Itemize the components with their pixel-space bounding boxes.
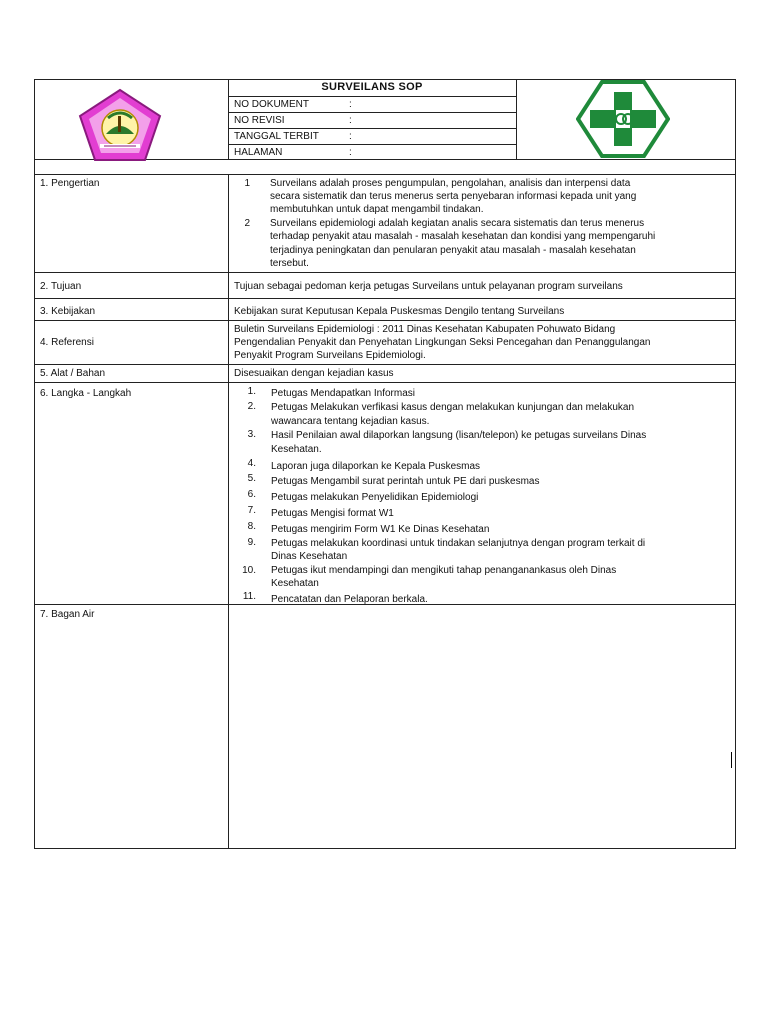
item-number: 11. (242, 591, 256, 602)
bagan-empty-area (229, 605, 735, 848)
field-separator: : (349, 115, 352, 126)
item-line: Petugas melakukan Penyelidikan Epidemiologi (271, 492, 479, 503)
item-line: Petugas mengirim Form W1 Ke Dinas Kesehatan (271, 524, 490, 535)
section-label-kebijakan: 3. Kebijakan (40, 306, 96, 317)
item-number: 3. (247, 429, 256, 440)
item-number: 8. (247, 521, 256, 532)
item-line: membutuhkan untuk dapat mengambil tindakan. (270, 204, 484, 215)
section-label-pengertian: 1. Pengertian (40, 178, 100, 189)
item-line: terhadap penyakit atau masalah - masalah kesehatan dan kondisi yang mempengaruhi (270, 231, 656, 242)
section-label-referensi: 4. Referensi (40, 337, 94, 348)
regency-emblem-icon (78, 88, 162, 162)
item-line: Kesehatan (271, 578, 319, 589)
item-line: Surveilans epidemiologi adalah kegiatan analis secara sistematis dan terus menerus (270, 218, 645, 229)
field-label: NO REVISI (234, 115, 285, 126)
referensi-line: Penyakit Program Surveilans Epidemiologi. (234, 350, 426, 361)
item-number: 6. (247, 489, 256, 500)
alat-text: Disesuaikan dengan kejadian kasus (234, 368, 394, 379)
field-separator: : (349, 99, 352, 110)
item-line: Surveilans adalah proses pengumpulan, pengolahan, analisis dan interpensi data (270, 178, 631, 189)
item-number: 5. (247, 473, 256, 484)
item-number: 10. (242, 565, 256, 576)
referensi-line: Buletin Surveilans Epidemiologi : 2011 Dinas Kesehatan Kabupaten Pohuwato Bidang (234, 324, 616, 335)
item-line: Petugas melakukan koordinasi untuk tindakan selanjutnya dengan program terkait di (271, 538, 646, 549)
item-number: 1 (244, 178, 250, 189)
section-label-alat: 5. Alat / Bahan (40, 368, 106, 379)
item-line: tersebut. (270, 258, 309, 269)
item-line: terjadinya peningkatan dan penularan penyakit atau masalah - masalah kesehatan (270, 245, 636, 256)
item-line: Kesehatan. (271, 444, 322, 455)
tujuan-text: Tujuan sebagai pedoman kerja petugas Surveilans untuk pelayanan program surveilans (234, 281, 623, 292)
field-label: NO DOKUMENT (234, 99, 309, 110)
field-label: TANGGAL TERBIT (234, 131, 319, 142)
sop-title: SURVEILANS SOP (321, 81, 423, 93)
text-cursor (731, 752, 732, 768)
item-line: secara sistematik dan terus menerus serta penyebaran informasi kepada unit yang (270, 191, 637, 202)
item-line: wawancara tentang kejadian kasus. (271, 416, 430, 427)
item-line: Petugas Mengisi format W1 (271, 508, 394, 519)
item-line: Laporan juga dilaporkan ke Kepala Puskesmas (271, 461, 481, 472)
health-cross-icon (576, 80, 670, 158)
item-line: Dinas Kesehatan (271, 551, 348, 562)
item-number: 7. (247, 505, 256, 516)
item-line: Petugas ikut mendampingi dan mengikuti tahap penanganankasus oleh Dinas (271, 565, 617, 576)
item-number: 2. (247, 401, 256, 412)
item-line: Hasil Penilaian awal dilaporkan langsung (lisan/telepon) ke petugas surveilans Dinas (271, 430, 647, 441)
item-line: Petugas Melakukan verfikasi kasus dengan melakukan kunjungan dan melakukan (271, 402, 635, 413)
item-number: 1. (247, 386, 256, 397)
item-number: 9. (247, 537, 256, 548)
kebijakan-text: Kebijakan surat Keputusan Kepala Puskesmas Dengilo tentang Surveilans (234, 306, 565, 317)
referensi-line: Pengendalian Penyakit dan Penyehatan Lingkungan Seksi Pencegahan dan Penanggulangan (234, 337, 651, 348)
section-label-bagan: 7. Bagan Air (40, 609, 95, 620)
section-label-langkah: 6. Langka - Langkah (40, 388, 132, 399)
field-separator: : (349, 131, 352, 142)
field-separator: : (349, 147, 352, 158)
item-line: Petugas Mendapatkan Informasi (271, 388, 415, 399)
right-logo (576, 80, 670, 158)
item-line: Pencatatan dan Pelaporan berkala. (271, 594, 428, 605)
section-label-tujuan: 2. Tujuan (40, 281, 82, 292)
left-logo (78, 88, 162, 162)
item-number: 4. (247, 458, 256, 469)
item-number: 2 (244, 218, 250, 229)
field-label: HALAMAN (234, 147, 283, 158)
item-line: Petugas Mengambil surat perintah untuk PE dari puskesmas (271, 476, 540, 487)
